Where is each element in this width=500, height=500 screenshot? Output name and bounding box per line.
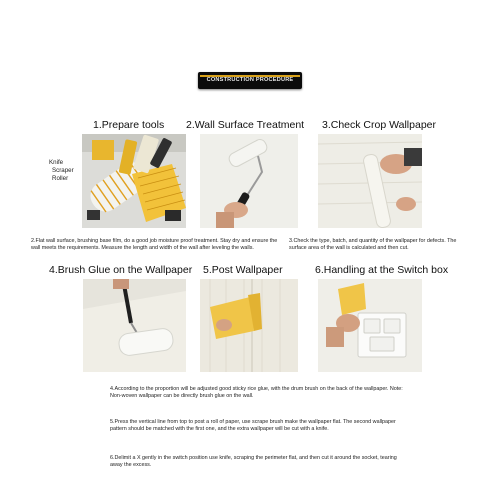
step-3-description: 3.Check the type, batch, and quantity of the wallpaper for defects. The surface area of the wall is calculated and then cut.	[289, 238, 457, 251]
tool-label-roller: Roller	[52, 175, 69, 183]
step-6-description: 6.Delimit a X gently in the switch position use knife, scraping the perimeter flat, and then cut it around the socket, tearing away the excess.	[110, 455, 397, 468]
step-6-title: 6.Handling at the Switch box	[315, 264, 449, 276]
step-1-title: 1.Prepare tools	[93, 119, 165, 131]
tool-labels	[49, 159, 74, 184]
step-4-title: 4.Brush Glue on the Wallpaper	[49, 264, 193, 276]
step-1-photo-tools	[82, 134, 186, 228]
construction-procedure-banner	[198, 72, 302, 89]
step-6-photo-switchbox	[318, 279, 422, 372]
step-4-photo-glue	[83, 279, 186, 372]
step-5-description: 5.Press the vertical line from top to post a roll of paper, use scrape brush make the wallpaper flat. The second wallpaper pattern should be matched with the first one, and the extra wallpaper will be cut with a knife.	[110, 419, 396, 432]
tool-label-knife: Knife	[49, 159, 64, 166]
step-5-photo-posting	[200, 279, 298, 372]
step-5-title: 5.Post Wallpaper	[203, 264, 283, 276]
step-2-title: 2.Wall Surface Treatment	[186, 119, 305, 131]
step-4-description: 4.According to the proportion will be adjusted good sticky rice glue, with the drum brush on the back of the wallpaper. Note: Non-woven wallpaper can be directly brush glue on the wall.	[110, 386, 403, 399]
tool-label-scraper: Scraper	[52, 167, 74, 175]
step-2-photo-roller	[200, 134, 298, 228]
banner-text: CONSTRUCTION PROCEDURE	[206, 77, 294, 83]
step-2-description: 2.Flat wall surface, brushing base film, do a good job moisture proof treatment. Stay dry and ensure the wall meets the requirements. Measure the length and width of the wall after leveling the walls.	[31, 238, 278, 251]
step-3-title: 3.Check Crop Wallpaper	[322, 119, 436, 131]
step-3-photo-cutting	[318, 134, 422, 228]
